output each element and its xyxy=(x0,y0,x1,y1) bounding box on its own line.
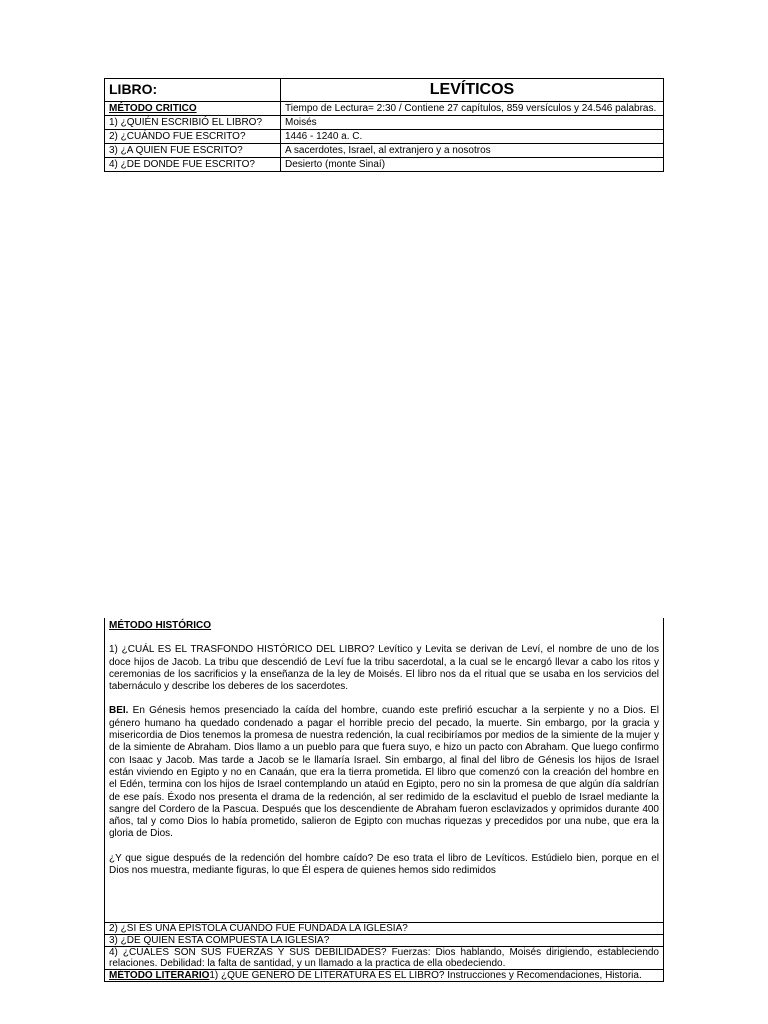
book-title-cell xyxy=(281,79,664,102)
metodo-literario-row xyxy=(105,970,664,982)
row-value: A sacerdotes, Israel, al extranjero y a nosotros xyxy=(281,144,664,158)
libro-label-cell xyxy=(105,79,281,102)
row-label: 4) ¿DE DONDE FUE ESCRITO? xyxy=(105,158,281,172)
question-2: 2) ¿SI ES UNA EPISTOLA CUANDO FUE FUNDADA LA IGLESIA? xyxy=(105,923,664,935)
table-header-row xyxy=(105,79,664,102)
question-3: 3) ¿DE QUIEN ESTA COMPUESTA LA IGLESIA? xyxy=(105,935,664,947)
table-row xyxy=(105,102,664,116)
table-row xyxy=(105,158,664,172)
historico-paragraph-3: ¿Y que sigue después de la redención del hombre caído? De eso trata el libro de Levíticos. Estúdielo bien, porque en el Dios nos muestra, mediante figuras, lo que Él espera de quienes hemos sido redimidos xyxy=(109,852,659,877)
table-row xyxy=(105,923,664,935)
historico-paragraph-2 xyxy=(109,705,659,840)
row-label xyxy=(105,102,281,116)
book-info-table xyxy=(104,78,664,172)
row-value: 1446 - 1240 a. C. xyxy=(281,130,664,144)
bei-text: En Génesis hemos presenciado la caída del hombre, cuando este prefirió escuchar a la serpiente y no a Dios. El género humano ha quedado condenado a pagar el horrible precio del pecado, la muerte. Sin embargo, por la gracia y misericordia de Dios tenemos la promesa de nuestra redención, la cual recibiríamos por medios de la simiente de la mujer y de la simiente de Abraham. Dios llamo a un pueblo para que fuera suyo, e hizo un pacto con Abraham. Que luego confirmo con Isaac y Jacob. Mas tarde a Jacob se le llamaría Israel. Sin embargo, al final del libro de Génesis los hijos de Israel están viviendo en Egipto y no en Canaán, que era la tierra prometida. El libro que comenzó con la creación del hombre en el Edén, termina con los hijos de Israel contemplando un ataúd en Egipto, pero no sin la promesa de que algún día saldrían de ese país. Éxodo nos presenta el drama de la redención, al ser redimido de la esclavitud el pueblo de Israel mediante la sangre del Cordero de la Pascua. Después que los descendiente de Abraham fueron esclavizados y oprimidos durante 400 años, tal y como Dios lo había prometido, salieron de Egipto con muchas riquezas y precedidos por una nube, que era la gloria de Dios. xyxy=(109,705,659,840)
metodo-literario-text: 1) ¿QUE GENERO DE LITERATURA ES EL LIBRO? Instrucciones y Recomendaciones, Historia. xyxy=(209,970,642,981)
book-title: LEVÍTICOS xyxy=(429,81,515,98)
table-row xyxy=(105,935,664,947)
historico-title: MÉTODO HISTÓRICO xyxy=(109,620,212,631)
historico-paragraph-1: 1) ¿CUÁL ES EL TRASFONDO HISTÓRICO DEL LIBRO? Levítico y Levita se derivan de Leví, el nombre de uno de los doce hijos de Jacob. La tribu que descendió de Leví fue la tribu sacerdotal, a la cual se le encargó llevar a cabo los ritos y ceremonias de los sacrificios y la enseñanza de la ley de Moisés. El libro nos da el ritual que se usaba en los servicios del tabernáculo y describe los deberes de los sacerdotes. xyxy=(109,644,659,693)
metodo-literario-label: MÉTODO LITERARIO xyxy=(109,970,210,981)
row-label: 1) ¿QUIÉN ESCRIBIÓ EL LIBRO? xyxy=(105,116,281,130)
table-row xyxy=(105,970,664,982)
table-row xyxy=(105,130,664,144)
table-row xyxy=(105,144,664,158)
question-4: 4) ¿CUALES SON SUS FUERZAS Y SUS DEBILIDADES? Fuerzas: Dios hablando, Moisés dirigiendo, estableciendo relaciones. Debilidad: la falta de santidad, y un llamado a la practica de ella obedeciendo. xyxy=(105,947,664,970)
libro-label: LIBRO: xyxy=(109,81,158,97)
historico-box xyxy=(104,618,664,922)
metodo-critico-label: MÉTODO CRITICO xyxy=(109,103,197,114)
table-row xyxy=(105,947,664,970)
metodo-historico-section xyxy=(104,618,664,982)
bei-label: BEI. xyxy=(109,705,129,717)
questions-table xyxy=(104,922,664,982)
row-label: 3) ¿A QUIEN FUE ESCRITO? xyxy=(105,144,281,158)
row-value: Desierto (monte Sinaí) xyxy=(281,158,664,172)
table-row xyxy=(105,116,664,130)
row-value: Tiempo de Lectura= 2:30 / Contiene 27 capítulos, 859 versículos y 24.546 palabras. xyxy=(281,102,664,116)
row-value: Moisés xyxy=(281,116,664,130)
row-label: 2) ¿CUÁNDO FUE ESCRITO? xyxy=(105,130,281,144)
